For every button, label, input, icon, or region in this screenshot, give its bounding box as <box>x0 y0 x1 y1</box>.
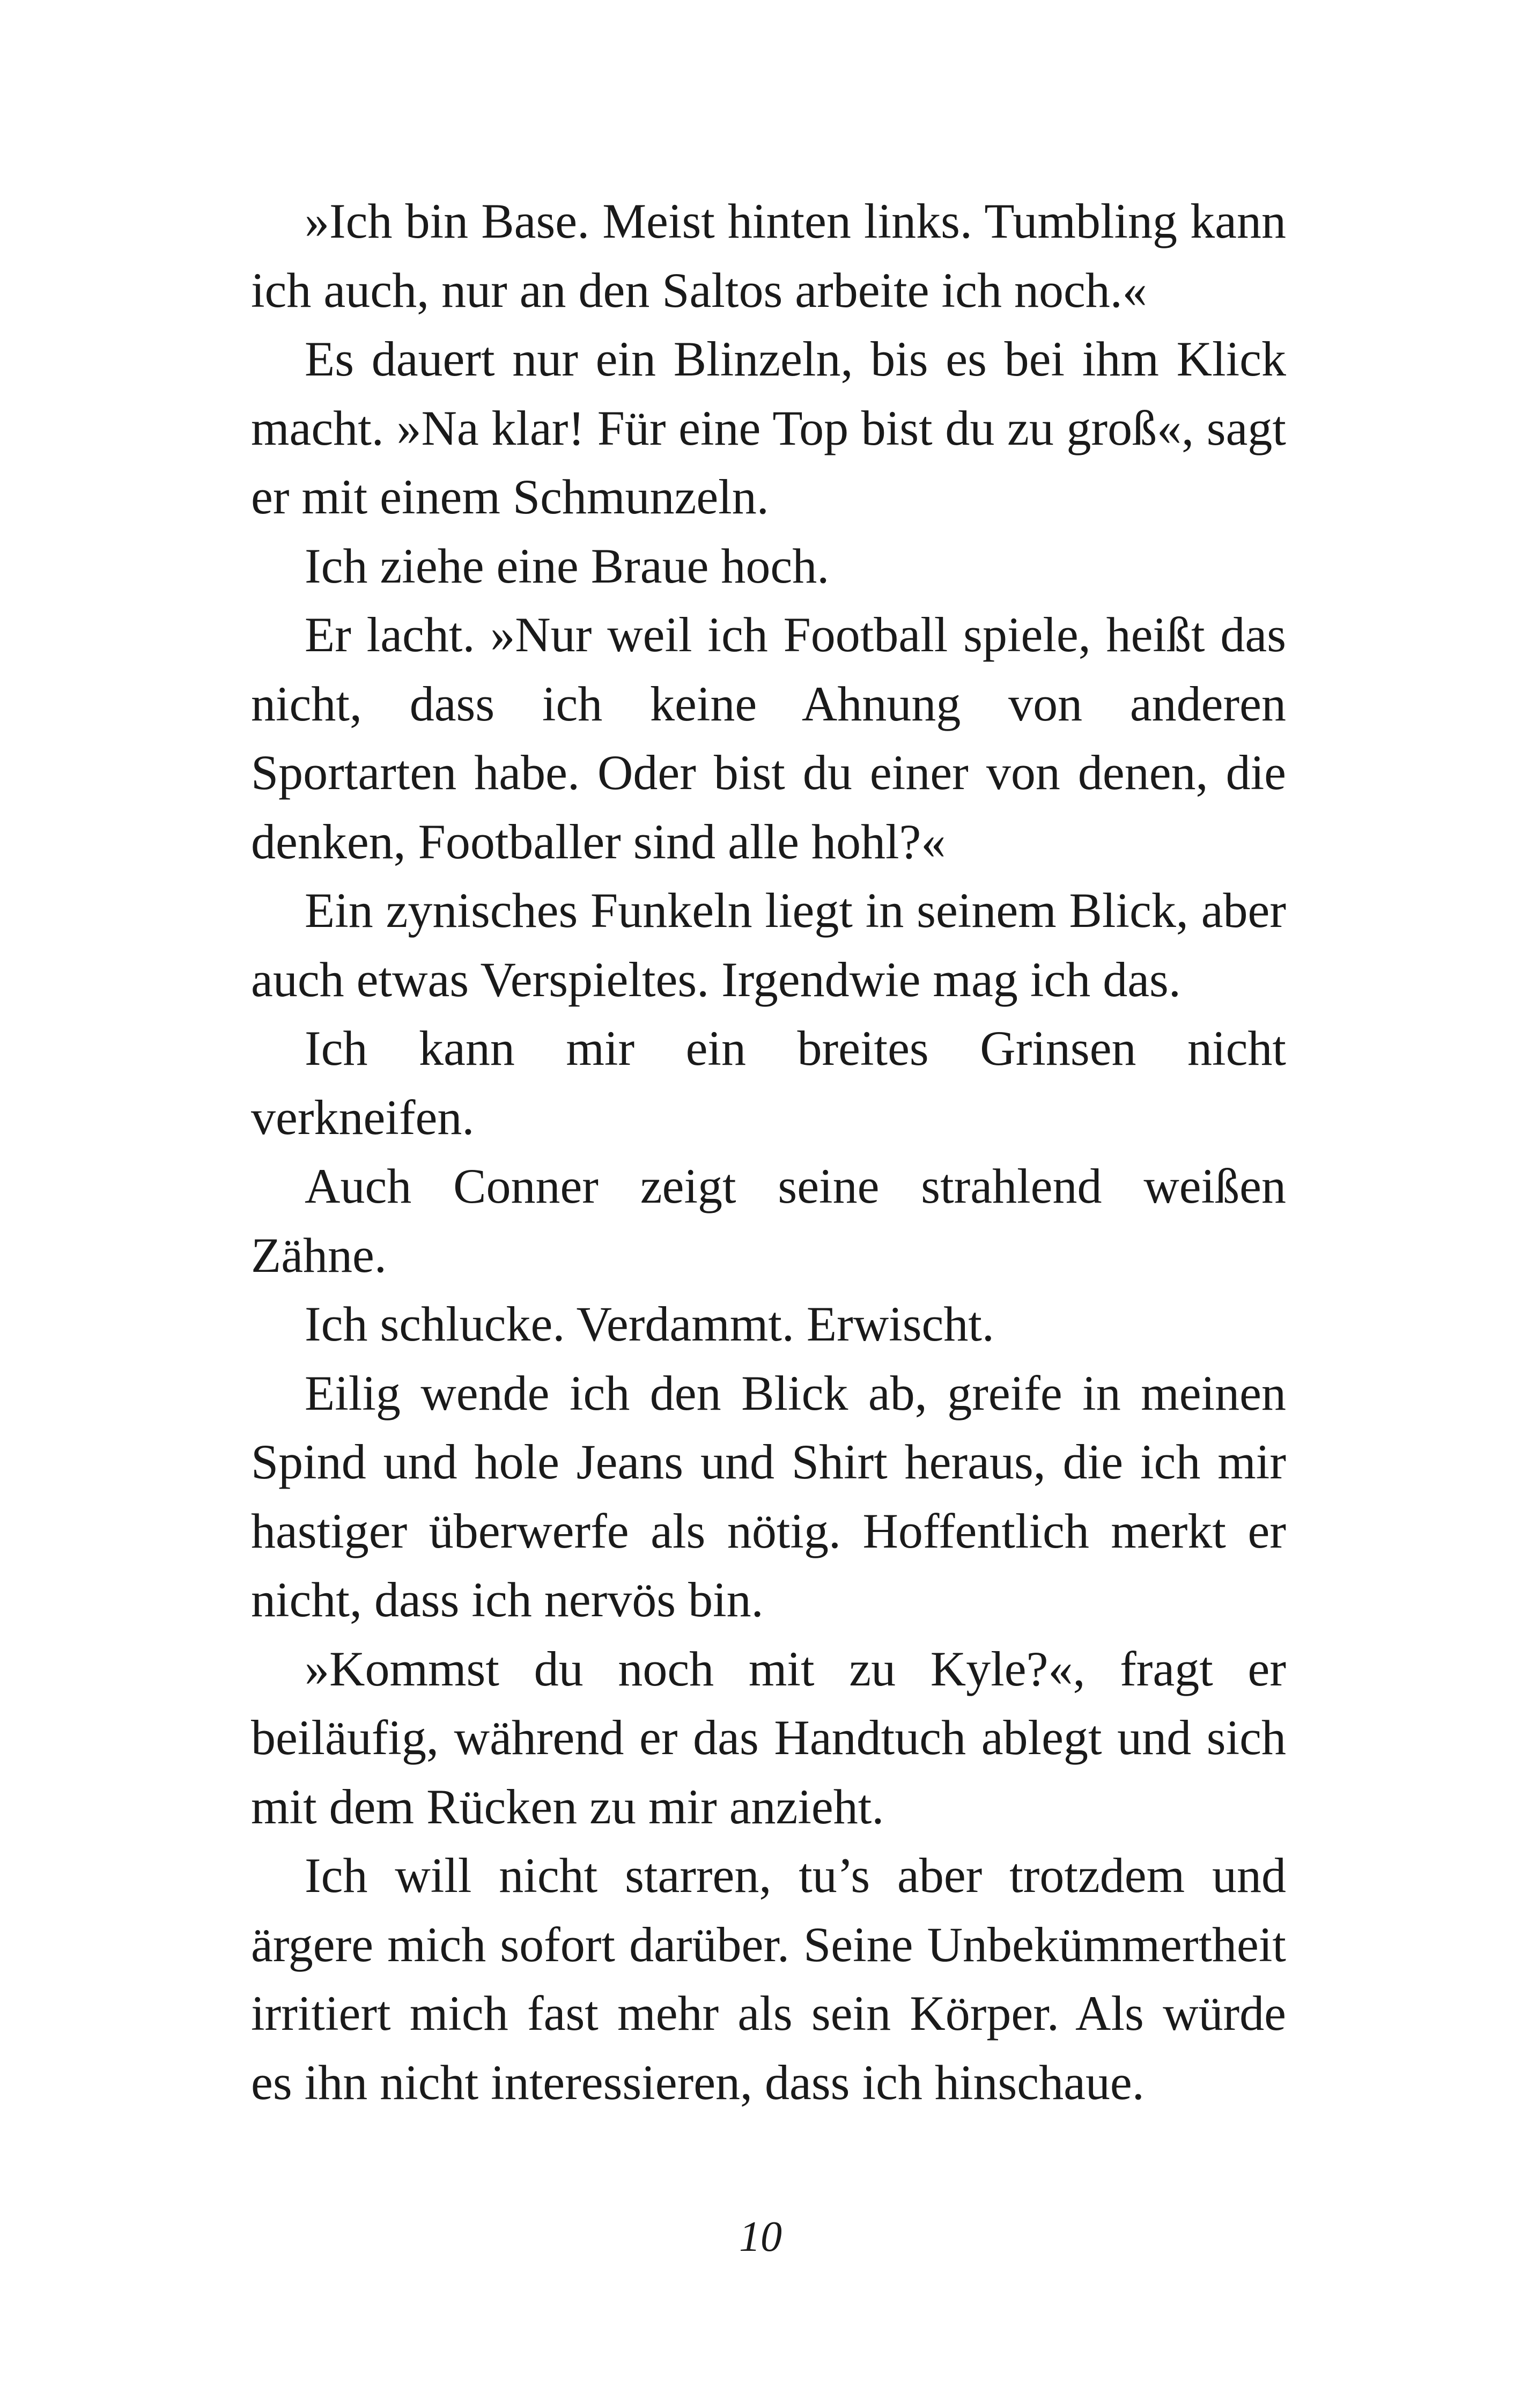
paragraph-7: Auch Conner zeigt seine strahlend weißen Zähne. <box>251 1159 1286 1283</box>
paragraph-10: »Kommst du noch mit zu Kyle?«, fragt er beiläufig, während er das Handtuch ablegt und sich mit dem Rücken zu mir anzieht. <box>251 1641 1286 1834</box>
body-text <box>251 187 1286 2117</box>
page-number: 10 <box>739 2213 782 2260</box>
paragraph-1: »Ich bin Base. Meist hinten links. Tumbling kann ich auch, nur an den Saltos arbeite ich noch.« <box>251 194 1286 318</box>
paragraph-9: Eilig wende ich den Blick ab, greife in meinen Spind und hole Jeans und Shirt heraus, die ich mir hastiger überwerfe als nötig. Hoffentlich merkt er nicht, dass ich nervös bin. <box>251 1365 1286 1627</box>
paragraph-3: Ich ziehe eine Braue hoch. <box>305 538 830 593</box>
paragraph-2: Es dauert nur ein Blinzeln, bis es bei ihm Klick macht. »Na klar! Für eine Top bist du zu groß«, sagt er mit einem Schmunzeln. <box>251 332 1286 524</box>
paragraph-5: Ein zynisches Funkeln liegt in seinem Blick, aber auch etwas Verspieltes. Irgendwie mag ich das. <box>251 883 1286 1007</box>
paragraph-4: Er lacht. »Nur weil ich Football spiele, heißt das nicht, dass ich keine Ahnung von anderen Sportarten habe. Oder bist du einer von denen, die denken, Footballer sind alle hohl?« <box>251 607 1286 869</box>
paragraph-11: Ich will nicht starren, tu’s aber trotzdem und ärgere mich sofort darüber. Seine Unbekümmertheit irritiert mich fast mehr als sein Körper. Als würde es ihn nicht interessieren, dass ich hinschaue. <box>251 1848 1286 2110</box>
paragraph-8: Ich schlucke. Verdammt. Erwischt. <box>305 1297 994 1351</box>
paragraph-6: Ich kann mir ein breites Grinsen nicht verkneifen. <box>251 1021 1286 1145</box>
